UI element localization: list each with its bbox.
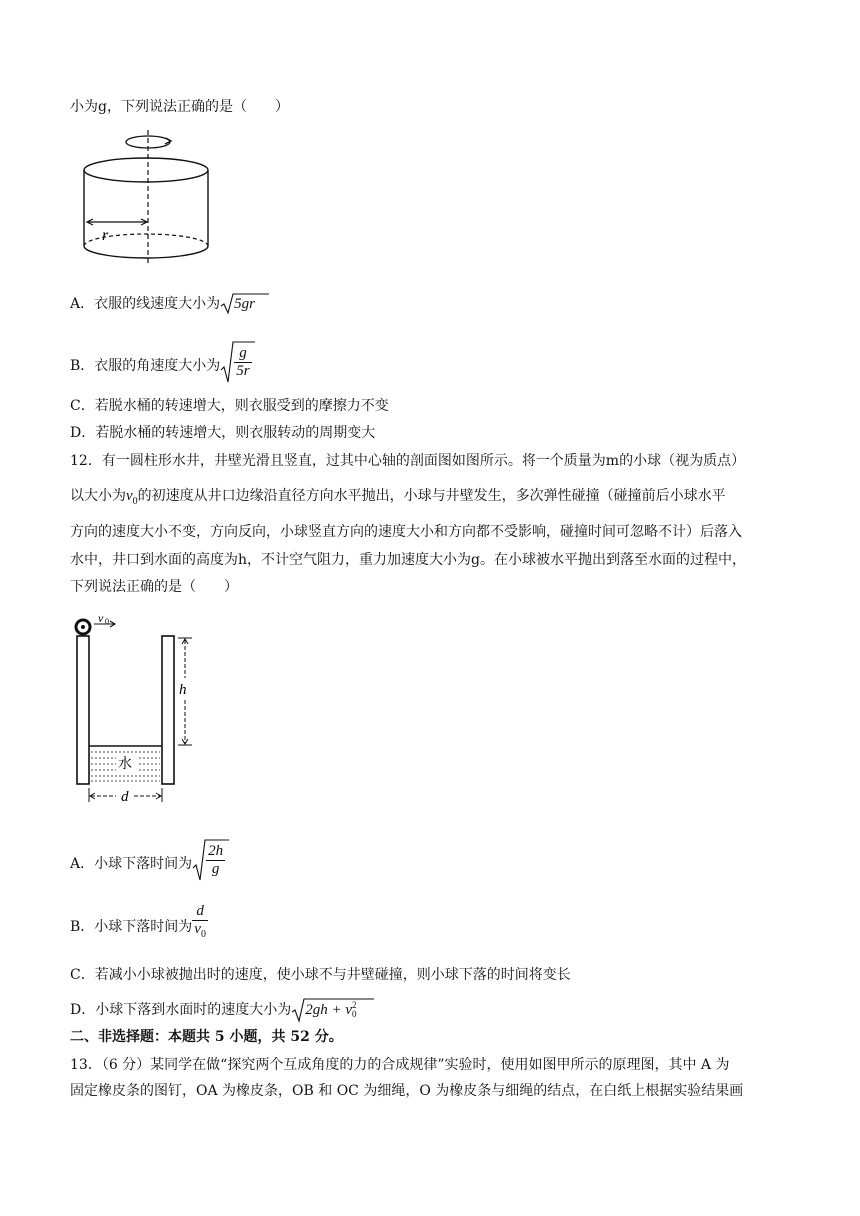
q12-line2-b: 的初速度从井口边缘沿直径方向水平抛出，小球与井壁发生，多次弹性碰撞（碰撞前后小球水平 xyxy=(137,488,726,504)
q13-line2: 固定橡皮条的图钉，OA 为橡皮条，OB 和 OC 为细绳，O 为橡皮条与细绳的结点，在白纸上根据实验结果画 xyxy=(70,1083,744,1099)
q12-line2-a: 以大小为 xyxy=(70,488,126,504)
q12-option-d-text: D．小球下落到水面时的速度大小为 xyxy=(70,1002,292,1018)
q12-option-b-frac xyxy=(192,903,208,943)
q11-option-b-frac xyxy=(234,345,251,380)
q12-option-b-den-sub: 0 xyxy=(200,929,206,940)
q12-well-figure xyxy=(70,614,200,806)
section2-heading: 二、非选择题：本题共 5 小题，共 52 分。 xyxy=(70,1029,343,1045)
q12-fig-water: 水 xyxy=(118,756,132,772)
q12-option-b xyxy=(70,903,208,943)
q12-option-d-expr-wrap xyxy=(305,1002,356,1018)
q12-line1: 12．有一圆柱形水井，井壁光滑且竖直，过其中心轴的剖面图如图所示。将一个质量为m的小球（视为质点） xyxy=(70,453,746,469)
q11-option-b-den: 5r xyxy=(236,362,250,379)
q13-line1: 13．（6 分）某同学在做“探究两个互成角度的力的合成规律”实验时，使用如图甲所示的原理图，其中 A 为 xyxy=(70,1057,730,1073)
q11-radius-label: r xyxy=(102,227,109,244)
q12-option-a-text: A．小球下落时间为 xyxy=(70,856,193,872)
q11-option-b-text: B．衣服的角速度大小为 xyxy=(70,358,221,374)
q11-stem-tail: 小为g，下列说法正确的是（ ） xyxy=(70,99,289,115)
q12-line5: 下列说法正确的是（ ） xyxy=(70,579,238,595)
q12-option-c: C．若减小小球被抛出时的速度，使小球不与井壁碰撞，则小球下落的时间将变长 xyxy=(70,967,571,983)
q11-option-d: D．若脱水桶的转速增大，则衣服转动的周期变大 xyxy=(70,425,376,441)
q12-fig-v0: v xyxy=(98,614,104,625)
q12-v0-sub: 0 xyxy=(132,495,138,507)
q12-option-d-sub: 0 xyxy=(352,1009,357,1019)
q12-option-a xyxy=(70,838,225,882)
q11-option-a-text: A．衣服的线速度大小为 xyxy=(70,296,221,312)
q11-option-a xyxy=(70,292,255,316)
q12-v0: v xyxy=(126,488,133,504)
q11-option-c: C．若脱水桶的转速增大，则衣服受到的摩擦力不变 xyxy=(70,398,389,414)
q12-option-b-den: v xyxy=(194,921,201,937)
q12-option-d-sup: 2 xyxy=(352,1000,357,1010)
q12-line4: 水中，井口到水面的高度为h，不计空气阻力，重力加速度大小为g。在小球被水平抛出到落至水面的过程中， xyxy=(70,552,746,568)
q12-option-b-num: d xyxy=(192,903,208,921)
q12-fig-d: d xyxy=(121,789,129,805)
q12-option-a-frac xyxy=(206,843,225,878)
q12-option-a-den: g xyxy=(211,860,220,877)
q11-option-b-num: g xyxy=(234,345,251,363)
q12-line3: 方向的速度大小不变，方向反向，小球竖直方向的速度大小和方向都不受影响，碰撞时间可忽略不计）后落入 xyxy=(70,524,742,540)
q12-option-a-num: 2h xyxy=(208,842,224,859)
q11-option-a-expr: 5gr xyxy=(234,296,255,312)
q12-option-b-text: B．小球下落时间为 xyxy=(70,919,193,935)
q12-option-d xyxy=(70,997,357,1023)
q12-fig-v0-sub: 0 xyxy=(105,617,109,626)
q12-fig-h: h xyxy=(179,682,187,698)
q11-cylinder-figure xyxy=(76,126,216,270)
q12-option-d-expr: 2gh + v xyxy=(305,1002,353,1018)
q11-option-b xyxy=(70,340,252,384)
q12-line2 xyxy=(70,486,726,512)
